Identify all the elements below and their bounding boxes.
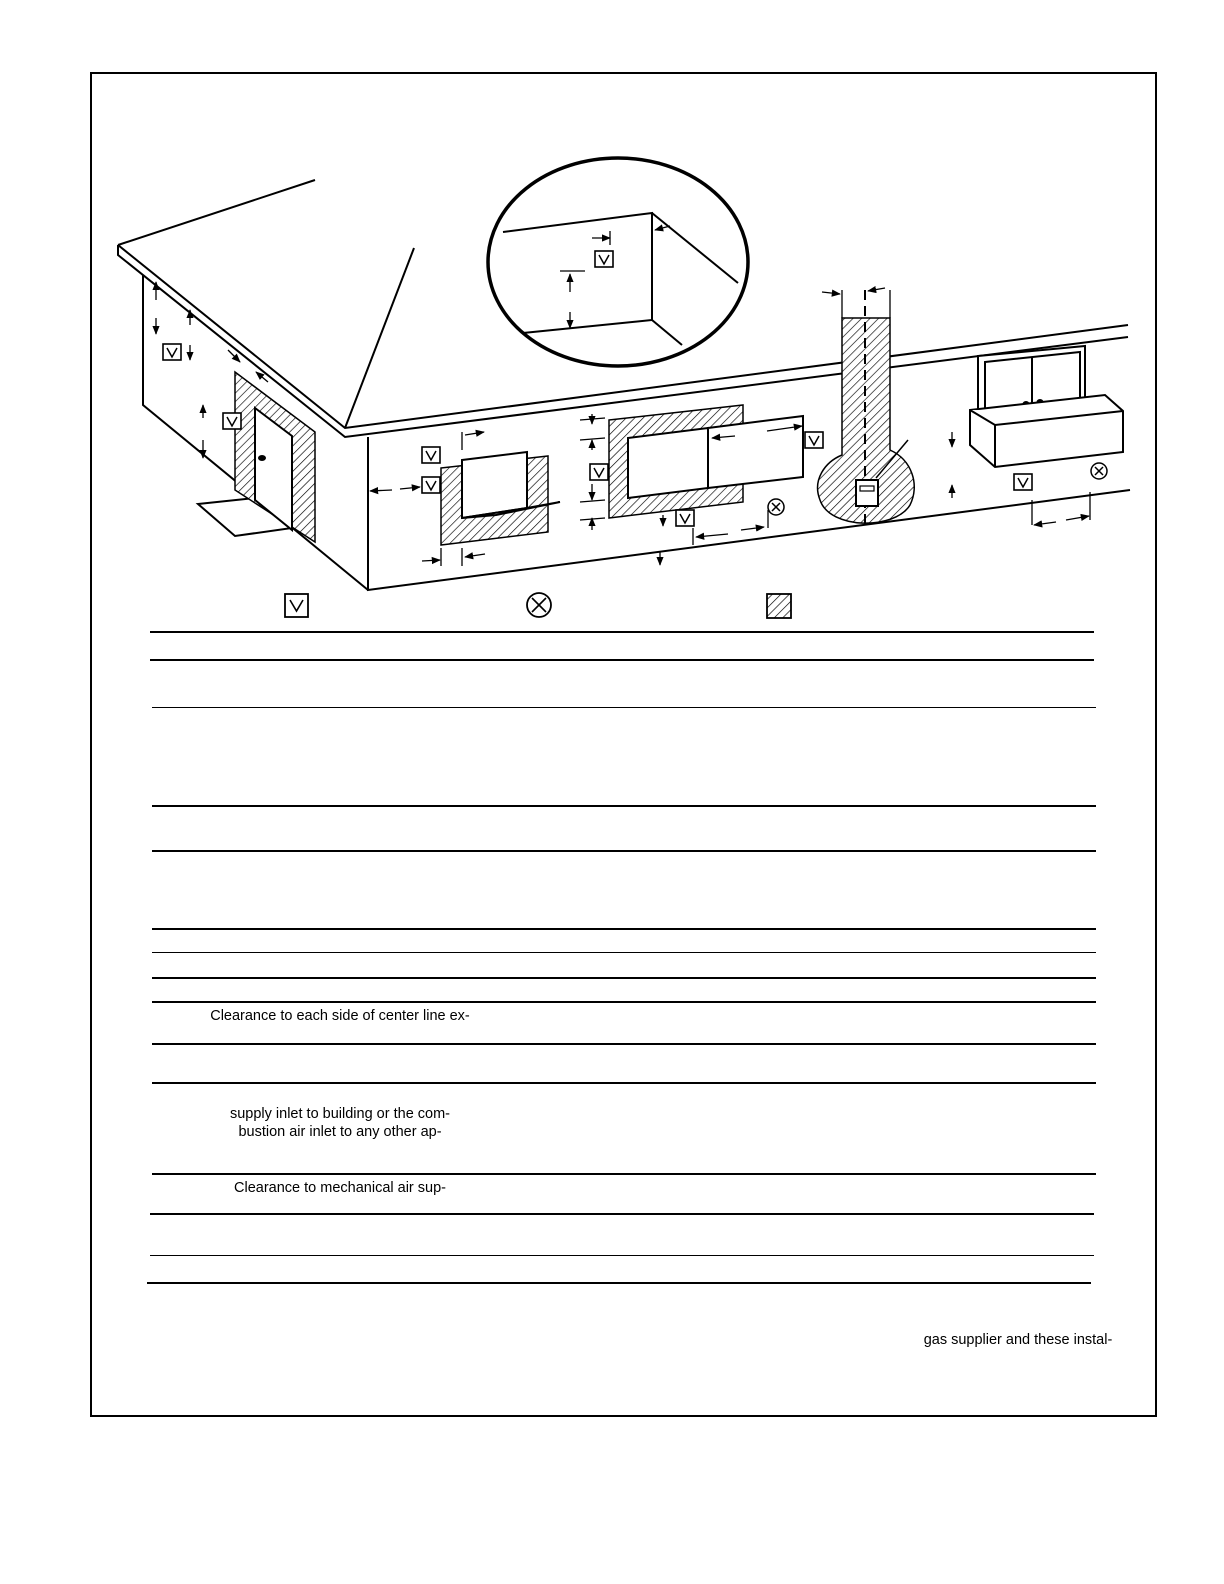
legend: [285, 593, 791, 618]
table-rule: [152, 1043, 1096, 1045]
vent-terminal-marker: [223, 413, 241, 429]
table-rule: [150, 1255, 1094, 1256]
supply-inlet-text-line2: bustion air inlet to any other ap-: [238, 1124, 442, 1140]
table-rule: [152, 805, 1096, 807]
window-restricted-area: [441, 452, 560, 545]
eave-detail-callout: [488, 158, 748, 366]
supply-inlet-text-line1: supply inlet to building or the com-: [229, 1106, 451, 1122]
table-rule: [150, 659, 1094, 661]
vent-terminal-marker: [805, 432, 823, 448]
mechanical-air-clearance-text: Clearance to mechanical air sup-: [234, 1180, 446, 1196]
vent-terminal-marker: [422, 477, 440, 493]
vent-terminal-marker: [676, 510, 694, 526]
table-rule: [152, 850, 1096, 852]
table-rule: [147, 1282, 1091, 1284]
restricted-area-icon: [767, 594, 791, 618]
vent-terminal-marker: [1014, 474, 1032, 490]
table-rule: [150, 1213, 1094, 1215]
air-inlet-marker: [1091, 463, 1107, 479]
table-rule: [152, 928, 1096, 930]
door-restricted-area: [235, 372, 315, 542]
air-supply-inlet-icon: [527, 593, 551, 617]
table-rule: [152, 1001, 1096, 1003]
balcony-door: [970, 346, 1123, 467]
footer-note-text: gas supplier and these instal-: [923, 1332, 1113, 1348]
table-rule: [152, 1173, 1096, 1175]
vent-terminal-marker: [595, 251, 613, 267]
table-rule: [152, 707, 1096, 708]
table-rule: [150, 631, 1094, 633]
vent-terminal-marker: [163, 344, 181, 360]
table-rule: [152, 977, 1096, 979]
air-inlet-marker: [768, 499, 784, 515]
meter-restricted-area: [818, 288, 915, 530]
vent-terminal-marker: [422, 447, 440, 463]
vent-terminal-marker: [590, 464, 608, 480]
center-line-clearance-text: Clearance to each side of center line ex-: [210, 1008, 470, 1024]
vent-terminal-icon: [285, 594, 308, 617]
table-rule: [152, 952, 1096, 953]
table-rule: [152, 1082, 1096, 1084]
